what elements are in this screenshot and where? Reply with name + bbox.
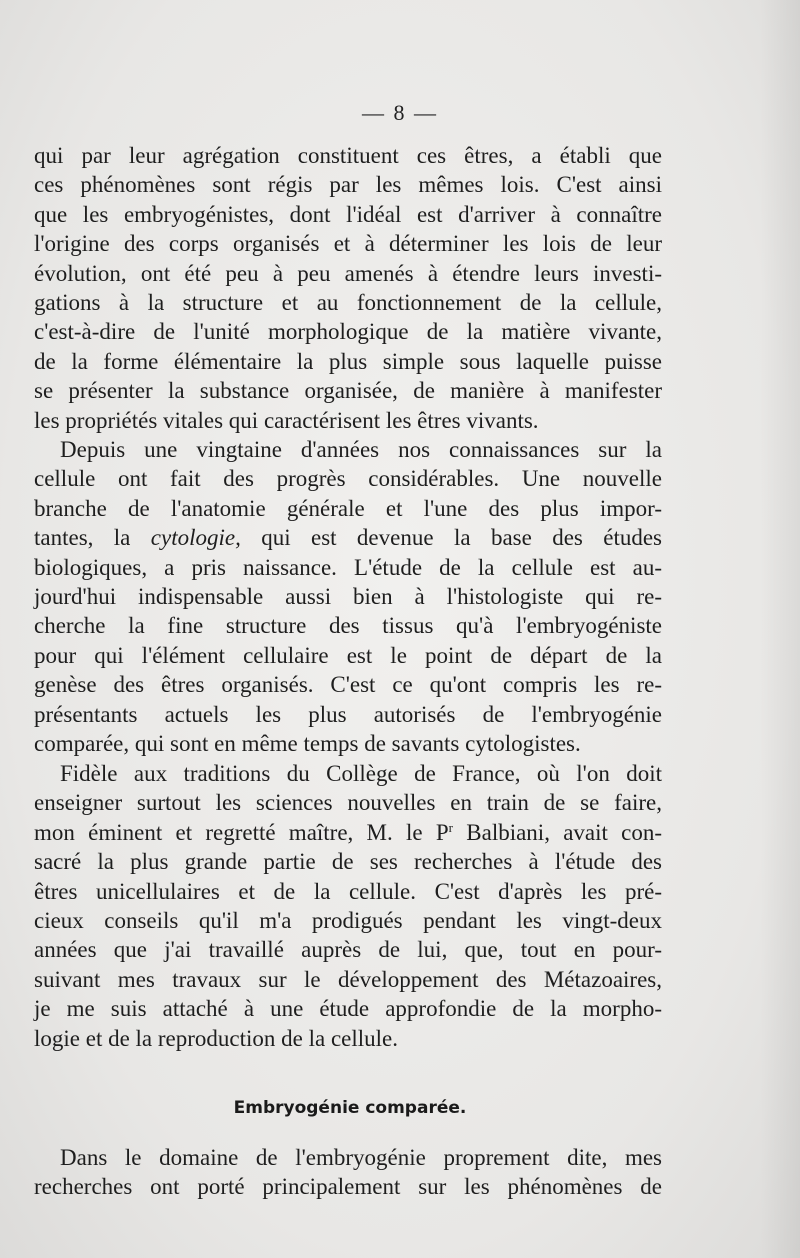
text-line: l'origine des corps organisés et à déterminer les lois de leur — [34, 231, 662, 257]
text-line: genèse des êtres organisés. C'est ce qu'ont compris les re- — [34, 672, 662, 698]
text-line: recherches ont porté principalement sur les phénomènes de — [34, 1174, 662, 1200]
text-line — [34, 523, 662, 552]
text-line: logie et de la reproduction de la cellule. — [34, 1025, 399, 1051]
page-number: — 8 — — [362, 100, 438, 125]
text-line-content: Depuis une vingtaine d'années nos connaissances sur la — [60, 437, 662, 462]
text-line: biologiques, a pris naissance. L'étude de la cellule est au- — [34, 554, 662, 580]
text-line: branche de l'anatomie générale et l'une des plus impor- — [34, 495, 662, 521]
text-line: que les embryogénistes, dont l'idéal est d'arriver à connaître — [34, 201, 662, 227]
superscript: r — [448, 819, 453, 835]
text-line: évolution, ont été peu à peu amenés à étendre leurs investi- — [34, 260, 662, 286]
paragraph-4 — [34, 1143, 662, 1202]
text-line: je me suis attaché à une étude approfondie de la morpho- — [34, 996, 662, 1022]
text-line-content: Fidèle aux traditions du Collège de France, où l'on doit — [60, 761, 662, 786]
text-line — [34, 818, 662, 847]
text-line: enseigner surtout les sciences nouvelles en train de se faire, — [34, 790, 662, 816]
text-fragment: mon éminent et regretté maître, M. le P — [34, 819, 449, 845]
text-line — [34, 759, 662, 788]
paragraph-1 — [34, 141, 662, 435]
scan-shadow — [760, 0, 800, 1258]
italic-term: cytologie, — [150, 525, 241, 551]
text-line: les propriétés vitales qui caractérisent les êtres vivants. — [34, 407, 539, 433]
text-line: cellule ont fait des progrès considérables. Une nouvelle — [34, 466, 662, 492]
text-line: comparée, qui sont en même temps de savants cytologistes. — [34, 730, 581, 756]
text-line: années que j'ai travaillé auprès de lui, que, tout en pour- — [34, 937, 662, 963]
text-fragment: qui est devenue la base des études — [261, 525, 663, 551]
text-fragment: Balbiani, avait con- — [466, 819, 663, 845]
text-line: présentants actuels les plus autorisés de l'embryogénie — [34, 701, 662, 727]
text-line: sacré la plus grande partie de ses recherches à l'étude des — [34, 849, 662, 875]
text-line: c'est-à-dire de l'unité morphologique de la matière vivante, — [34, 319, 662, 345]
text-line: êtres unicellulaires et de la cellule. C'est d'après les pré- — [34, 878, 662, 904]
text-line: ces phénomènes sont régis par les mêmes lois. C'est ainsi — [34, 172, 662, 198]
text-line: de la forme élémentaire la plus simple sous laquelle puisse — [34, 348, 662, 374]
text-line: pour qui l'élément cellulaire est le point de départ de la — [34, 642, 662, 668]
text-line: jourd'hui indispensable aussi bien à l'histologiste qui re- — [34, 583, 662, 609]
text-line: gations à la structure et au fonctionnement de la cellule, — [34, 289, 662, 315]
paragraph-2 — [34, 435, 662, 758]
text-fragment: tantes, la — [34, 525, 131, 551]
text-line: se présenter la substance organisée, de manière à manifester — [34, 378, 662, 404]
paragraph-3 — [34, 759, 662, 1053]
text-line: cherche la fine structure des tissus qu'à l'embryogéniste — [34, 613, 662, 639]
text-line: qui par leur agrégation constituent ces êtres, a établi que — [34, 143, 662, 168]
text-line — [34, 1143, 662, 1172]
text-line — [34, 435, 662, 464]
text-line-content: Dans le domaine de l'embryogénie proprement dite, mes — [60, 1145, 662, 1170]
section-heading: Embryogénie comparée. — [233, 1098, 467, 1118]
text-line: suivant mes travaux sur le développement des Métazoaires, — [34, 966, 662, 992]
text-line: cieux conseils qu'il m'a prodigués pendant les vingt-deux — [34, 907, 662, 933]
